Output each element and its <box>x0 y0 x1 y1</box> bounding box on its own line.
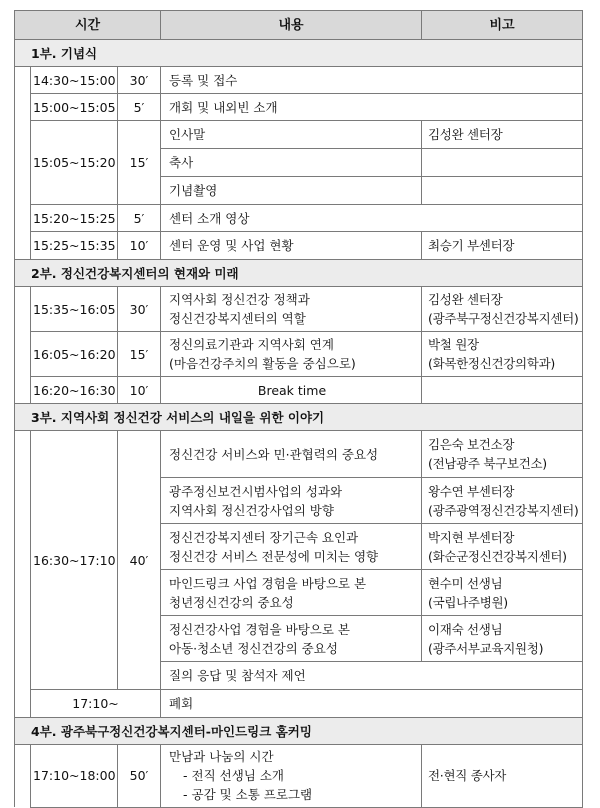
speaker-name: 왕수연 부센터장 <box>428 483 515 499</box>
content-line: 정신건강사업 경험을 바탕으로 본 <box>169 621 350 637</box>
time-cell: 14:30~15:00 <box>31 67 118 94</box>
note-cell: 최승기 부센터장 <box>422 232 583 260</box>
content-line: 질의 응답 및 참석자 제언 <box>169 668 306 683</box>
content-line: 지역사회 정신건강사업의 방향 <box>169 502 334 518</box>
duration-cell: 30′ <box>118 287 161 332</box>
time-cell: 15:00~15:05 <box>31 94 118 121</box>
header-time: 시간 <box>15 11 161 40</box>
speaker-name: 김은숙 보건소장 <box>428 437 515 452</box>
time-cell: 15:25~15:35 <box>31 232 118 260</box>
indent-gutter <box>15 67 31 260</box>
section-title-1: 1부. 기념식 <box>15 40 583 67</box>
content-line: 정신건강 서비스와 민·관협력의 중요성 <box>169 446 379 462</box>
table-row <box>15 121 583 149</box>
note-cell <box>422 616 583 662</box>
table-row <box>15 431 583 478</box>
content-line: 정신건강복지센터 장기근속 요인과 <box>169 529 359 545</box>
duration-cell: 10′ <box>118 377 161 404</box>
note-cell <box>422 149 583 177</box>
content-cell <box>161 524 422 570</box>
content-line: 마인드링크 사업 경험을 바탕으로 본 <box>169 575 367 591</box>
content-cell: 기념촬영 <box>161 177 422 205</box>
speaker-name: 박지현 부센터장 <box>428 529 515 545</box>
speaker-affiliation: (화목한정신건강의학과) <box>428 356 555 371</box>
table-row <box>15 377 583 404</box>
content-line: 만남과 나눔의 시간 <box>169 749 274 765</box>
section-row <box>15 260 583 287</box>
duration-cell: 5′ <box>118 205 161 232</box>
duration-cell: 15′ <box>118 332 161 377</box>
section-title-2: 2부. 정신건강복지센터의 현재와 미래 <box>15 260 583 287</box>
content-cell <box>161 287 422 332</box>
content-sub-item: - 공감 및 소통 프로그램 <box>183 787 313 803</box>
time-cell: 16:30~17:10 <box>31 431 118 690</box>
speaker-affiliation: (광주북구정신건강복지센터) <box>428 311 579 326</box>
note-cell <box>422 332 583 377</box>
program-schedule-table <box>14 10 583 808</box>
table-header-row <box>15 11 583 40</box>
content-cell: 센터 소개 영상 <box>161 205 583 232</box>
content-cell: 개회 및 내외빈 소개 <box>161 94 583 121</box>
table-row <box>15 205 583 232</box>
section-row <box>15 718 583 745</box>
content-line: 광주정신보건시범사업의 성과와 <box>169 483 343 499</box>
time-cell: 17:10~ <box>31 690 161 718</box>
content-cell <box>161 431 422 478</box>
speaker-name: 이재숙 선생님 <box>428 621 503 637</box>
content-line: 정신건강복지센터의 역할 <box>169 311 306 326</box>
speaker-affiliation: (화순군정신건강복지센터) <box>428 548 567 564</box>
indent-gutter <box>15 287 31 404</box>
table-row <box>15 287 583 332</box>
duration-cell: 5′ <box>118 94 161 121</box>
duration-cell: 10′ <box>118 232 161 260</box>
content-cell <box>161 570 422 616</box>
content-line: 지역사회 정신건강 정책과 <box>169 292 310 307</box>
note-cell <box>422 177 583 205</box>
speaker-name: 김성완 센터장 <box>428 292 503 307</box>
time-cell: 15:35~16:05 <box>31 287 118 332</box>
note-cell <box>422 287 583 332</box>
content-line: 아동·청소년 정신건강의 중요성 <box>169 640 338 656</box>
duration-cell: 15′ <box>118 121 161 205</box>
speaker-affiliation: (국립나주병원) <box>428 594 508 610</box>
content-cell <box>161 662 583 690</box>
header-note: 비고 <box>422 11 583 40</box>
content-cell: 폐회 <box>161 690 583 718</box>
note-cell <box>422 524 583 570</box>
section-title-3: 3부. 지역사회 정신건강 서비스의 내일을 위한 이야기 <box>15 404 583 431</box>
time-cell: 17:10~18:00 <box>31 745 118 808</box>
note-cell <box>422 377 583 404</box>
content-cell <box>161 478 422 524</box>
table-row <box>15 94 583 121</box>
duration-cell: 40′ <box>118 431 161 690</box>
content-line: 정신의료기관과 지역사회 연계 <box>169 337 334 352</box>
content-line: (마음건강주치의 활동을 중심으로) <box>169 356 356 371</box>
table-row <box>15 690 583 718</box>
content-cell <box>161 332 422 377</box>
header-content: 내용 <box>161 11 422 40</box>
content-cell: 축사 <box>161 149 422 177</box>
table-row <box>15 232 583 260</box>
time-cell: 15:05~15:20 <box>31 121 118 205</box>
indent-gutter <box>15 745 31 808</box>
content-cell: 등록 및 접수 <box>161 67 583 94</box>
section-row <box>15 404 583 431</box>
table-row <box>15 745 583 808</box>
content-cell <box>161 616 422 662</box>
note-cell: 김성완 센터장 <box>422 121 583 149</box>
time-cell: 16:05~16:20 <box>31 332 118 377</box>
content-cell <box>161 745 422 808</box>
content-cell: Break time <box>161 377 422 404</box>
content-line: 청년정신건강의 중요성 <box>169 594 294 610</box>
table-row <box>15 332 583 377</box>
duration-cell: 50′ <box>118 745 161 808</box>
content-line: 정신건강 서비스 전문성에 미치는 영향 <box>169 548 379 564</box>
section-title-4: 4부. 광주북구정신건강복지센터-마인드링크 홈커밍 <box>15 718 583 745</box>
speaker-name: 현수미 선생님 <box>428 575 503 591</box>
time-cell: 16:20~16:30 <box>31 377 118 404</box>
table-row <box>15 67 583 94</box>
duration-cell: 30′ <box>118 67 161 94</box>
time-cell: 15:20~15:25 <box>31 205 118 232</box>
note-cell <box>422 478 583 524</box>
content-cell: 센터 운영 및 사업 현황 <box>161 232 422 260</box>
speaker-name: 박철 원장 <box>428 337 479 352</box>
content-sub-item: - 전직 선생님 소개 <box>183 768 284 784</box>
note-cell: 전·현직 종사자 <box>422 745 583 808</box>
note-cell <box>422 570 583 616</box>
speaker-affiliation: (전남광주 북구보건소) <box>428 456 547 471</box>
note-cell <box>422 431 583 478</box>
speaker-affiliation: (광주서부교육지원청) <box>428 640 544 656</box>
speaker-affiliation: (광주광역정신건강복지센터) <box>428 502 579 518</box>
section-row <box>15 40 583 67</box>
content-cell: 인사말 <box>161 121 422 149</box>
indent-gutter <box>15 431 31 718</box>
